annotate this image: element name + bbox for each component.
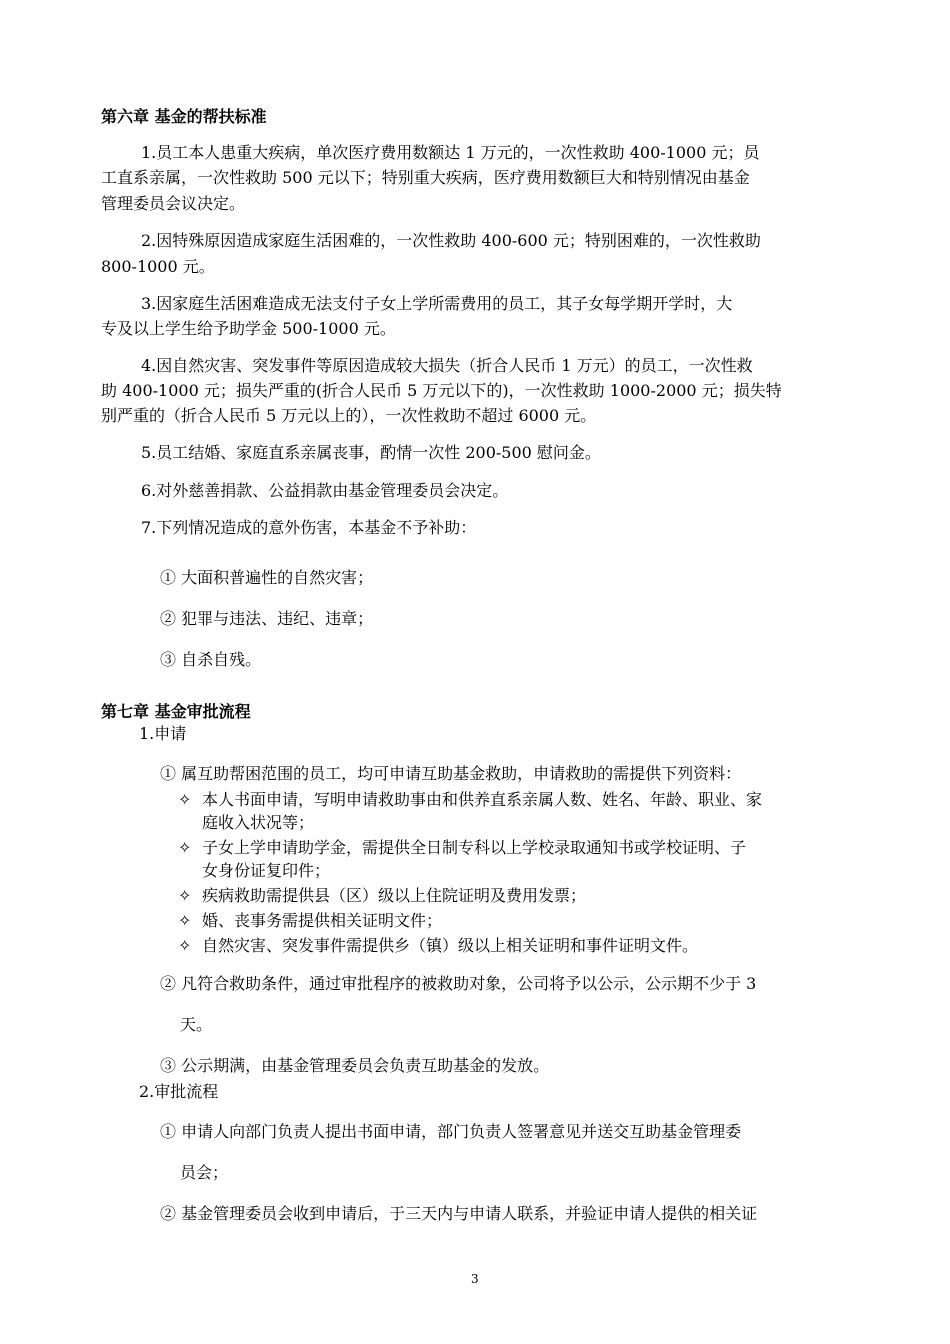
bullet-icon: ✧ — [178, 886, 192, 905]
section-approval-title: 2.审批流程 — [139, 1082, 219, 1101]
page-number: 3 — [471, 1272, 479, 1286]
list-item: ③ 自杀自残。 — [160, 650, 262, 669]
paragraph-line: 工直系亲属，一次性救助 500 元以下；特别重大疾病，医疗费用数额巨大和特别情况由基金 — [101, 168, 750, 187]
chapter-6-item-7: 7.下列情况造成的意外伤害，本基金不予补助： — [141, 518, 477, 537]
bullet-text: 子女上学申请助学金，需提供全日制专科以上学校录取通知书或学校证明、子 — [202, 838, 747, 857]
paragraph-line: 天。 — [180, 1015, 213, 1034]
bullet-text: 女身份证复印件； — [202, 861, 331, 880]
list-item: ① 大面积普遍性的自然灾害； — [160, 568, 374, 587]
bullet-icon: ✧ — [178, 911, 192, 930]
paragraph-line: 别严重的（折合人民币 5 万元以上的），一次性救助不超过 6000 元。 — [101, 406, 597, 425]
paragraph-line: 助 400-1000 元；损失严重的(折合人民币 5 万元以下的)，一次性救助 1000-2000 元；损失特 — [101, 381, 782, 400]
bullet-icon: ✧ — [178, 838, 192, 857]
paragraph-line: 2.因特殊原因造成家庭生活困难的，一次性救助 400-600 元；特别困难的，一次性救助 — [141, 231, 761, 250]
bullet-icon: ✧ — [178, 936, 192, 955]
paragraph-line: ② 凡符合救助条件，通过审批程序的被救助对象，公司将予以公示，公示期不少于 3 — [160, 974, 757, 993]
chapter-7-title: 第七章 基金审批流程 — [101, 702, 251, 721]
paragraph-line: 专及以上学生给予助学金 500-1000 元。 — [101, 319, 396, 338]
bullet-text: 庭收入状况等； — [202, 813, 315, 832]
list-item: ② 犯罪与违法、违纪、违章； — [160, 609, 374, 628]
bullet-text: 婚、丧事务需提供相关证明文件； — [202, 911, 443, 930]
approval-paragraph-2: ② 基金管理委员会收到申请后，于三天内与申请人联系，并验证申请人提供的相关证 — [160, 1204, 758, 1223]
bullet-text: 自然灾害、突发事件需提供乡（镇）级以上相关证明和事件证明文件。 — [202, 936, 699, 955]
apply-paragraph-1: ① 属互助帮困范围的员工，均可申请互助基金救助，申请救助的需提供下列资料： — [160, 764, 742, 783]
bullet-text: 本人书面申请，写明申请救助事由和供养直系亲属人数、姓名、年龄、职业、家 — [202, 790, 763, 809]
paragraph-line: 4.因自然灾害、突发事件等原因造成较大损失（折合人民币 1 万元）的员工，一次性救 — [141, 356, 753, 375]
chapter-6-item-5: 5.员工结婚、家庭直系亲属丧事，酌情一次性 200-500 慰问金。 — [141, 443, 601, 462]
apply-paragraph-3: ③ 公示期满，由基金管理委员会负责互助基金的发放。 — [160, 1056, 550, 1075]
bullet-text: 疾病救助需提供县（区）级以上住院证明及费用发票； — [202, 886, 587, 905]
paragraph-line: 3.因家庭生活困难造成无法支付子女上学所需费用的员工，其子女每学期开学时，大 — [141, 294, 733, 313]
bullet-icon: ✧ — [178, 790, 192, 809]
section-apply-title: 1.申请 — [139, 724, 187, 743]
paragraph-line: 1.员工本人患重大疾病，单次医疗费用数额达 1 万元的，一次性救助 400-1000 元；员 — [141, 143, 760, 162]
paragraph-line: 管理委员会议决定。 — [101, 194, 246, 213]
paragraph-line: ① 申请人向部门负责人提出书面申请，部门负责人签署意见并送交互助基金管理委 — [160, 1122, 742, 1141]
chapter-6-item-6: 6.对外慈善捐款、公益捐款由基金管理委员会决定。 — [141, 481, 509, 500]
chapter-6-title: 第六章 基金的帮扶标准 — [101, 107, 267, 126]
paragraph-line: 员会； — [180, 1163, 229, 1182]
paragraph-line: 800-1000 元。 — [101, 257, 215, 276]
